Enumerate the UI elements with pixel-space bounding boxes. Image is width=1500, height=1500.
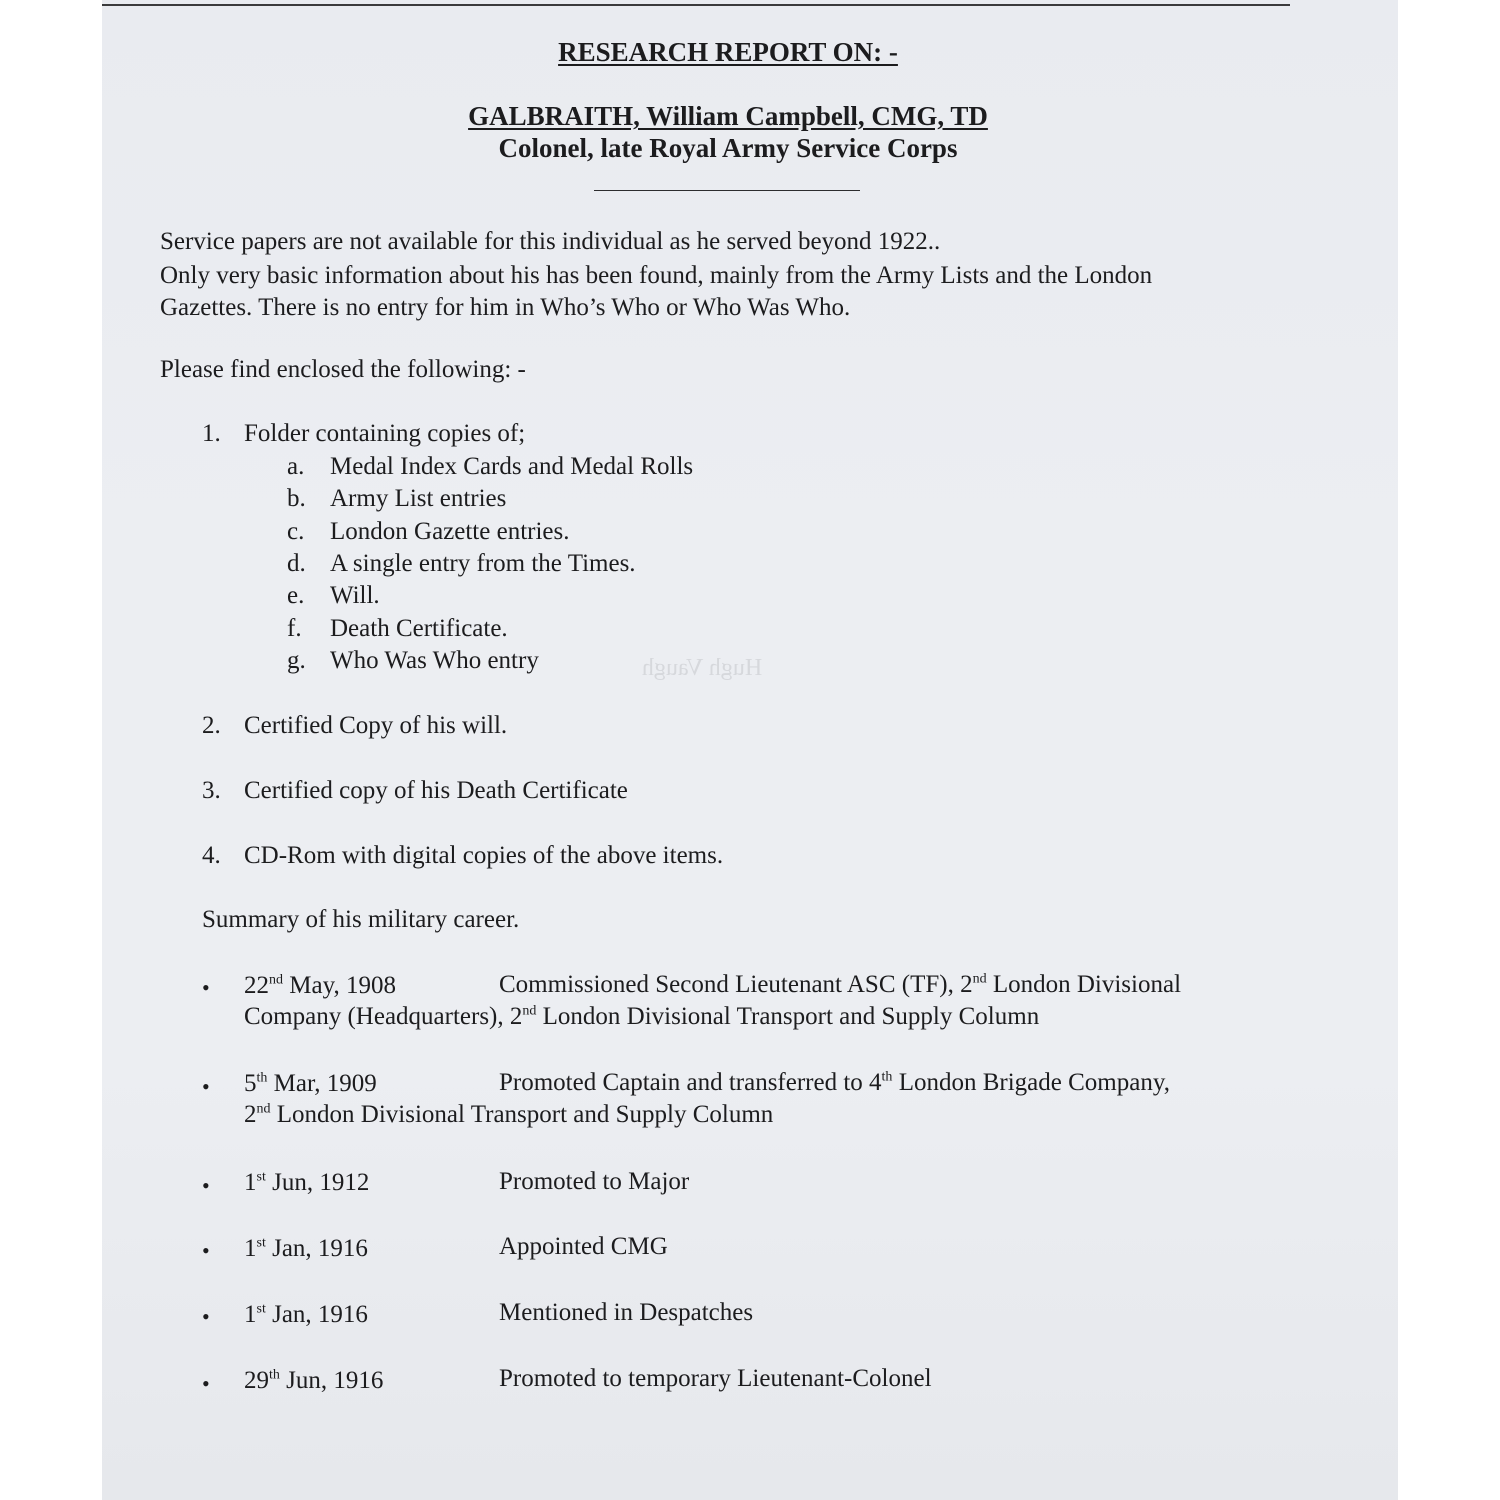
document-page (102, 0, 1398, 1500)
intro-line-3: Gazettes. There is no entry for him in Who’s Who or Who Was Who. (160, 294, 851, 321)
intro-line-1: Service papers are not available for this individual as he served beyond 1922.. (160, 228, 941, 255)
bullet: • (202, 1238, 210, 1263)
subject-name: GALBRAITH, William Campbell, CMG, TD (468, 101, 988, 131)
bullet: • (202, 1074, 210, 1099)
folder-item-text: A single entry from the Times. (330, 550, 636, 577)
folder-item-text: London Gazette entries. (330, 518, 570, 545)
career-date: 5th Mar, 1909 (244, 1070, 377, 1097)
career-date: 1st Jun, 1912 (244, 1169, 370, 1196)
folder-item-text: Medal Index Cards and Medal Rolls (330, 453, 694, 480)
report-label: RESEARCH REPORT ON: - (558, 37, 898, 67)
summary-heading: Summary of his military career. (202, 906, 520, 933)
career-description-cont: Company (Headquarters), 2nd London Divisional Transport and Supply Column (244, 1003, 1040, 1030)
bullet: • (202, 1371, 210, 1396)
subject-rank: Colonel, late Royal Army Service Corps (498, 133, 958, 163)
intro-line-2: Only very basic information about his has been found, mainly from the Army Lists and the London (160, 262, 1153, 289)
career-description: Promoted to temporary Lieutenant-Colonel (499, 1365, 932, 1392)
bullet: • (202, 975, 210, 1000)
career-description: Appointed CMG (499, 1233, 668, 1260)
show-through-name: Hugh Vaugh (642, 655, 763, 681)
career-description: Mentioned in Despatches (499, 1299, 754, 1326)
bullet: • (202, 1304, 210, 1329)
career-date: 22nd May, 1908 (244, 972, 396, 999)
enclosure-text: Folder containing copies of; (244, 420, 526, 447)
folder-item-text: Death Certificate. (330, 615, 508, 642)
enclosure-text: Certified Copy of his will. (244, 712, 508, 739)
folder-item-letter: f. (287, 615, 302, 642)
career-description-cont: 2nd London Divisional Transport and Supply Column (244, 1101, 774, 1128)
enclosed-heading: Please find enclosed the following: - (160, 356, 526, 383)
enclosure-text: Certified copy of his Death Certificate (244, 777, 628, 804)
career-date: 1st Jan, 1916 (244, 1235, 368, 1262)
folder-item-letter: c. (287, 518, 305, 545)
folder-item-text: Who Was Who entry (330, 647, 539, 674)
folder-item-text: Will. (330, 582, 380, 609)
enclosure-number: 3. (202, 777, 221, 804)
career-description: Promoted Captain and transferred to 4th London Brigade Company, (499, 1069, 1170, 1096)
bullet: • (202, 1173, 210, 1198)
folder-item-letter: g. (287, 647, 306, 674)
enclosure-number: 2. (202, 712, 221, 739)
folder-item-letter: d. (287, 550, 306, 577)
career-description: Promoted to Major (499, 1168, 690, 1195)
folder-item-letter: e. (287, 582, 305, 609)
top-border-line (102, 4, 1290, 6)
header-divider (594, 190, 860, 191)
folder-item-letter: b. (287, 485, 306, 512)
folder-item-text: Army List entries (330, 485, 507, 512)
enclosure-number: 1. (202, 420, 221, 447)
enclosure-text: CD-Rom with digital copies of the above items. (244, 842, 724, 869)
enclosure-number: 4. (202, 842, 221, 869)
career-description: Commissioned Second Lieutenant ASC (TF), 2nd London Divisional (499, 971, 1182, 998)
career-date: 29th Jun, 1916 (244, 1367, 384, 1394)
career-date: 1st Jan, 1916 (244, 1301, 368, 1328)
folder-item-letter: a. (287, 453, 305, 480)
